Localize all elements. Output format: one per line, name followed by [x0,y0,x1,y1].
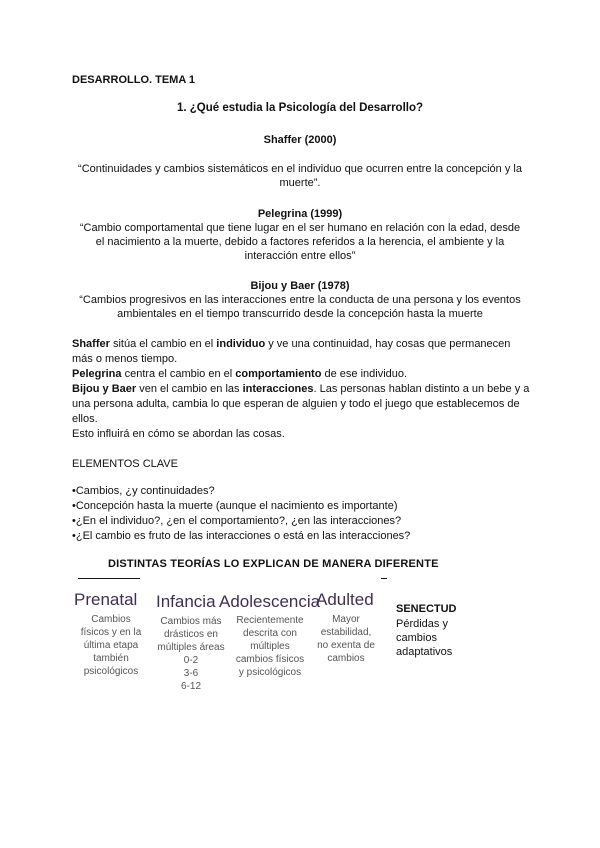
quote-line: muerte”. [279,177,321,189]
elementos-clave-title: ELEMENTOS CLAVE [72,458,178,470]
theories-title: DISTINTAS TEORÍAS LO EXPLICAN DE MANERA DIFERENTE [108,558,439,570]
definition-quote [60,221,540,263]
list-item: •Cambios, ¿y continuidades? [72,485,215,497]
analysis-pelegrina: Pelegrina centra el cambio en el comportamiento de ese individuo. [72,368,408,380]
elementos-clave-list [72,484,492,544]
stage-title-adolescencia: Adolescencia [219,592,321,611]
document-header: DESARROLLO. TEMA 1 [72,74,196,86]
stage-desc-senectud: Pérdidas y cambios adaptativos [396,618,453,658]
quote-line: ambientales en el tiempo transcurrido desde la concepción hasta la muerte [117,308,483,320]
stage-title-infancia: Infancia [156,592,216,611]
quote-line: “Cambios progresivos en las interacciones entre la conducta de una persona y los eventos [79,294,521,306]
definition-quote [60,293,540,321]
stage-desc-infancia: Cambios más drásticos en múltiples áreas 0-2 3-6 6-12 [157,616,225,692]
stage-desc-adulted: Mayor estabilidad, no exenta de cambios [317,614,375,664]
stage-title-prenatal: Prenatal [74,590,138,609]
definition-author: Bijou y Baer (1978) [250,280,350,292]
analysis-paragraph [72,337,532,442]
definition-author: Pelegrina (1999) [257,208,343,220]
quote-line: interacción entre ellos” [244,250,356,262]
list-item: •Concepción hasta la muerte (aunque el nacimiento es importante) [72,500,398,512]
analysis-conclusion: Esto influirá en cómo se abordan las cosas. [72,428,285,440]
analysis-bijou-baer: Bijou y Baer ven el cambio en las interacciones. Las personas hablan distinto a un bebe y a una persona adulta, cambia lo que esperan de alguien y todo el juego que establecemos de ellos. [72,383,530,425]
divider-line [78,578,140,579]
section-title: 1. ¿Qué estudia la Psicología del Desarrollo? [176,102,424,114]
list-item: •¿El cambio es fruto de las interacciones o está en las interacciones? [72,530,411,542]
quote-line: “Continuidades y cambios sistemáticos en el individuo que ocurren entre la concepción y la [78,163,522,175]
definition-author: Shaffer (2000) [263,134,337,146]
list-item: •¿En el individuo?, ¿en el comportamiento?, ¿en las interacciones? [72,515,402,527]
definition-quote [60,162,540,190]
divider-line [381,578,387,579]
stage-desc-prenatal: Cambios físicos y en la última etapa también psicológicos [80,614,142,677]
quote-line: el nacimiento a la muerte, debido a factores referidos a la herencia, el ambiente y la [95,236,505,248]
analysis-shaffer: Shaffer sitúa el cambio en el individuo y ve una continuidad, hay cosas que permanecen más o menos tiempo. [72,338,511,365]
stage-title-senectud: SENECTUD [396,603,457,615]
quote-line: “Cambio comportamental que tiene lugar en el ser humano en relación con la edad, desde [79,222,521,234]
stage-desc-adolescencia: Recientemente descrita con múltiples cambios físicos y psicológicos [235,615,305,678]
stage-title-adulted: Adulted [316,590,374,609]
